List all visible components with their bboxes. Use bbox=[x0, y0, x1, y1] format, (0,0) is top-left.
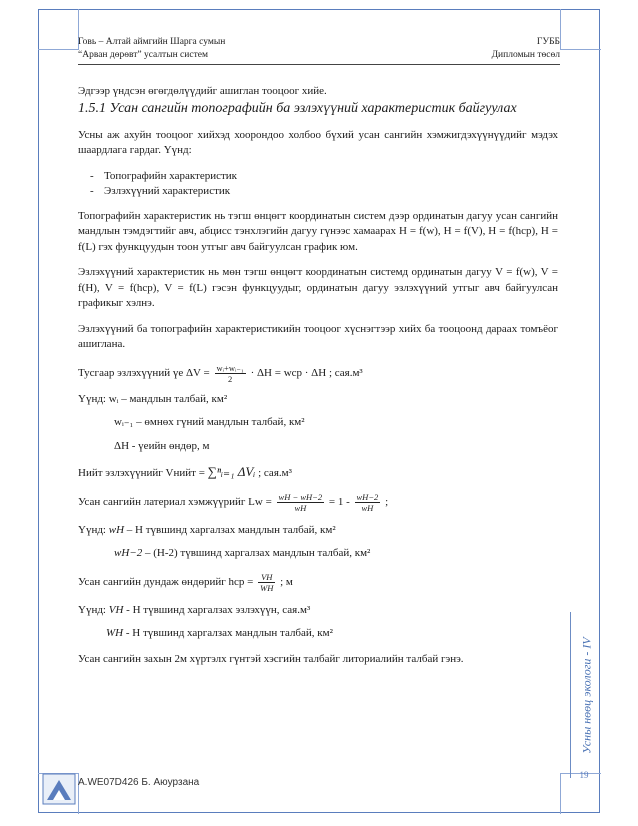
corner-ornament bbox=[560, 9, 601, 50]
footer-logo-icon bbox=[41, 772, 77, 806]
header-right-line1: ГУББ bbox=[536, 37, 560, 47]
formula-average-depth: Усан сангийн дундаж өндөрийг hср = $\frac{VH}{WH}$ ; м bbox=[78, 571, 293, 593]
side-divider bbox=[570, 612, 571, 778]
intro-paragraph: Эдгээр үндсэн өгөгдөлүүдийг ашиглан тооцоог хийе. bbox=[78, 85, 327, 97]
document-body bbox=[78, 70, 558, 667]
header-right-line2: Дипломын төсөл bbox=[491, 50, 560, 60]
formula-total-volume: Нийт эзлэхүүнийг Vнийт = ∑ⁿᵢ₌₁ ΔVᵢ ; сая.м³ bbox=[78, 464, 292, 479]
header-left-line2: “Арван дөрөвт” усалтын систем bbox=[78, 50, 208, 60]
side-chapter-label: Усны нөөц экологи - IV bbox=[579, 636, 594, 754]
paragraph-4: Эзлэхүүний ба топографийн характеристикийн тооцоог хүснэгтээр хийх ба тооцоонд дараах томъёог ашиглана. bbox=[78, 322, 558, 350]
where-item: wᵢ₋₁ – өмнөх гүний мандлын талбай, км² bbox=[114, 416, 305, 428]
where-block-1: Үүнд: wᵢ – мандлын талбай, км² bbox=[78, 392, 228, 405]
header-divider bbox=[78, 64, 560, 65]
paragraph-3: Эзлэхүүний характеристик нь мөн тэгш өнцөгт координатын системд ординатын дагуу V = f(w), V = f(H), V = f(hcp), V = f(L) гэсэн функцуудыг, ординатын дагуу эзлэхүүний утгыг авч байгуулсан графикыг хэлнэ. bbox=[78, 266, 558, 309]
closing-paragraph: Усан сангийн захын 2м хүртэлх гүнтэй хэсгийн талбайг литориалийн талбай гэнэ. bbox=[78, 652, 464, 665]
where-block-3: Үүнд: VH - H түвшинд харгалзах эзлэхүүн, сая.м³ bbox=[78, 603, 311, 616]
list-item: - Топографийн характеристик bbox=[90, 169, 238, 182]
corner-ornament bbox=[38, 9, 79, 50]
formula-delta-volume: Тусгаар эзлэхүүний үе ΔV = $\frac{\text{wᵢ+wᵢ₋₁}}{2}$ · ΔH = wср · ΔH ; сая.м³ bbox=[78, 362, 363, 384]
bullet-list bbox=[90, 169, 558, 199]
paragraph-1: Усны аж ахуйн тооцоог хийхэд хоорондоо холбоо бүхий усан сангийн хэмжигдэхүүнүүдийг мэдэх шаардлага гардаг. Үүнд: bbox=[78, 128, 558, 156]
formula-lateral: Усан сангийн латериал хэмжүүрийг Lw = $\frac{wH - wH-2}{wH}$ = 1 - $\frac{wH-2}{wH}$ ; bbox=[78, 491, 389, 513]
where-item: wH−2 – (H-2) түвшинд харгалзах мандлын талбай, км² bbox=[114, 547, 371, 559]
where-block-2: Үүнд: wH – H түвшинд харгалзах мандлын талбай, км² bbox=[78, 523, 336, 536]
list-item: - Эзлэхүүний характеристик bbox=[90, 184, 231, 197]
paragraph-2: Топографийн характеристик нь тэгш өнцөгт координатын систем дээр ординатын дагуу усан сангийн мандлын тэмдэгтийг авч, абцисс тэнхлэгийн дагуу гүнээс хамаарах H = f(w), H = f(V), H = f(hcp), H = f(L) гэх функцуудын тоон утгыг авч байгуулсан график юм. bbox=[78, 209, 558, 253]
header-left-line1: Говь – Алтай аймгийн Шарга сумын bbox=[78, 37, 226, 47]
footer-author: A.WE07D426 Б. Аюурзана bbox=[78, 777, 200, 788]
section-title: 1.5.1 Усан сангийн топографийн ба эзлэхүүний характеристик байгуулах bbox=[78, 100, 517, 116]
where-item: ΔH - үеийн өндөр, м bbox=[114, 439, 210, 452]
page-number: 19 bbox=[579, 770, 589, 780]
page-header bbox=[78, 36, 560, 62]
where-item: WH - H түвшинд харгалзах мандлын талбай, км² bbox=[106, 627, 333, 639]
